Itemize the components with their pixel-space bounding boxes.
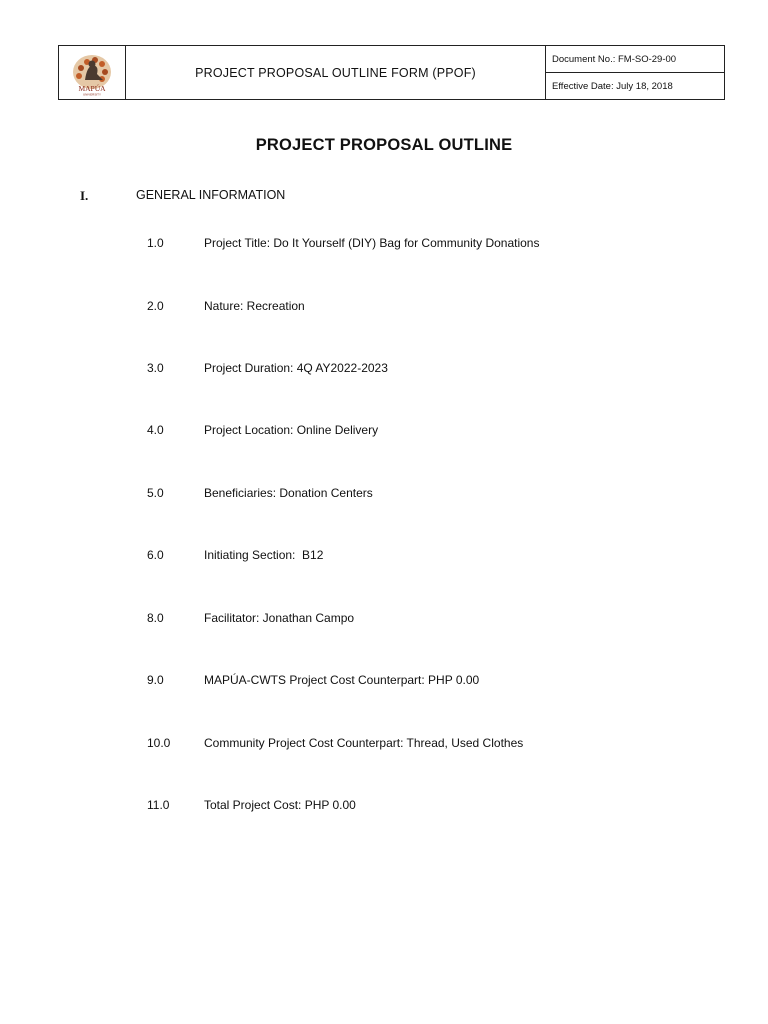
item-number: 5.0	[147, 486, 164, 500]
list-item	[147, 423, 378, 437]
list-item	[147, 236, 539, 250]
effective-date: Effective Date: July 18, 2018	[546, 73, 725, 100]
mapua-logo-icon	[69, 50, 115, 96]
item-text: Project Title: Do It Yourself (DIY) Bag for Community Donations	[204, 236, 540, 250]
list-item	[147, 673, 479, 687]
list-item	[147, 486, 373, 500]
list-item	[147, 299, 305, 313]
logo-text: MAPÚA	[78, 83, 106, 93]
item-number: 4.0	[147, 423, 164, 437]
item-number: 11.0	[147, 798, 170, 812]
item-text: Initiating Section: B12	[204, 548, 324, 562]
list-item	[147, 736, 523, 750]
item-text: MAPÚA-CWTS Project Cost Counterpart: PHP 0.00	[204, 673, 480, 687]
item-text: Project Duration: 4Q AY2022-2023	[204, 361, 388, 375]
logo-subtext: UNIVERSITY	[82, 92, 102, 96]
document-header	[58, 45, 725, 100]
item-number: 6.0	[147, 548, 164, 562]
item-text: Facilitator: Jonathan Campo	[204, 611, 355, 625]
item-number: 2.0	[147, 299, 164, 313]
item-number: 10.0	[147, 736, 171, 750]
item-text: Beneficiaries: Donation Centers	[204, 486, 373, 500]
section-heading	[80, 188, 285, 204]
section-label: GENERAL INFORMATION	[136, 188, 286, 202]
section-number: I.	[80, 188, 89, 203]
item-number: 1.0	[147, 236, 164, 250]
list-item	[147, 611, 354, 625]
item-number: 3.0	[147, 361, 164, 375]
item-text: Total Project Cost: PHP 0.00	[204, 798, 356, 812]
list-item	[147, 361, 388, 375]
page-title: PROJECT PROPOSAL OUTLINE	[255, 136, 513, 154]
list-item	[147, 798, 356, 812]
logo-cell	[59, 46, 126, 100]
document-number: Document No.: FM-SO-29-00	[546, 46, 725, 73]
item-text: Nature: Recreation	[204, 299, 305, 313]
item-number: 9.0	[147, 673, 164, 687]
item-text: Project Location: Online Delivery	[204, 423, 379, 437]
item-text: Community Project Cost Counterpart: Thread, Used Clothes	[204, 736, 524, 750]
form-title: PROJECT PROPOSAL OUTLINE FORM (PPOF)	[126, 46, 546, 100]
item-number: 8.0	[147, 611, 164, 625]
list-item	[147, 548, 323, 562]
